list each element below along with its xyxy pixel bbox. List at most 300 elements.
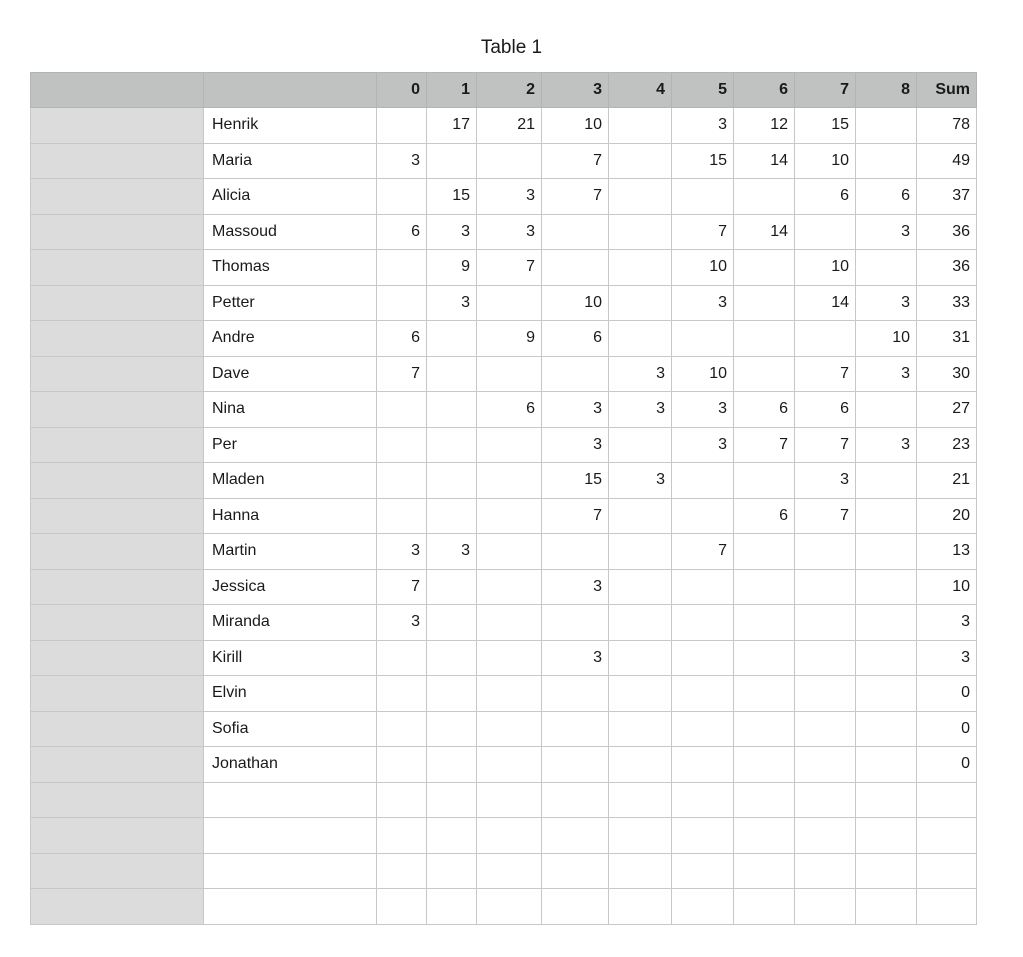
value-cell[interactable] [427,569,477,605]
value-cell[interactable] [672,498,734,534]
value-cell[interactable]: 12 [734,108,795,144]
value-cell[interactable] [856,498,917,534]
row-header-cell[interactable] [31,534,204,570]
name-cell[interactable]: Elvin [204,676,377,712]
value-cell[interactable]: 7 [477,250,542,286]
value-cell[interactable] [672,711,734,747]
column-header[interactable]: 3 [542,73,609,108]
value-cell[interactable] [477,640,542,676]
value-cell[interactable]: 3 [795,463,856,499]
value-cell[interactable] [795,747,856,783]
name-cell[interactable] [204,818,377,854]
sum-cell[interactable]: 49 [917,143,977,179]
value-cell[interactable] [609,889,672,925]
value-cell[interactable]: 10 [856,321,917,357]
value-cell[interactable] [542,214,609,250]
table-row[interactable] [31,569,977,605]
value-cell[interactable] [477,782,542,818]
table-row[interactable] [31,250,977,286]
value-cell[interactable] [734,889,795,925]
row-header-cell[interactable] [31,711,204,747]
row-header-cell[interactable] [31,321,204,357]
value-cell[interactable]: 3 [377,143,427,179]
row-header-cell[interactable] [31,427,204,463]
value-cell[interactable] [734,711,795,747]
column-header[interactable]: 5 [672,73,734,108]
table-row[interactable] [31,640,977,676]
value-cell[interactable] [734,853,795,889]
row-header-cell[interactable] [31,463,204,499]
value-cell[interactable] [609,179,672,215]
value-cell[interactable] [856,463,917,499]
value-cell[interactable] [795,818,856,854]
value-cell[interactable]: 3 [542,569,609,605]
value-cell[interactable] [427,853,477,889]
value-cell[interactable]: 14 [734,214,795,250]
value-cell[interactable] [427,143,477,179]
value-cell[interactable] [609,640,672,676]
value-cell[interactable] [542,818,609,854]
value-cell[interactable] [609,498,672,534]
row-header-cell[interactable] [31,108,204,144]
value-cell[interactable] [377,818,427,854]
value-cell[interactable]: 3 [542,427,609,463]
value-cell[interactable] [427,818,477,854]
value-cell[interactable] [377,285,427,321]
value-cell[interactable] [672,676,734,712]
value-cell[interactable] [542,605,609,641]
column-header[interactable]: 2 [477,73,542,108]
value-cell[interactable] [856,392,917,428]
name-cell[interactable]: Mladen [204,463,377,499]
value-cell[interactable] [377,463,427,499]
value-cell[interactable] [377,889,427,925]
sum-cell[interactable] [917,889,977,925]
value-cell[interactable] [427,676,477,712]
value-cell[interactable] [377,427,427,463]
column-header[interactable]: 6 [734,73,795,108]
table-row[interactable] [31,463,977,499]
value-cell[interactable] [377,640,427,676]
name-cell[interactable]: Martin [204,534,377,570]
value-cell[interactable] [427,427,477,463]
sum-cell[interactable]: 0 [917,711,977,747]
column-header[interactable]: 8 [856,73,917,108]
value-cell[interactable]: 3 [477,214,542,250]
value-cell[interactable]: 17 [427,108,477,144]
value-cell[interactable]: 7 [795,356,856,392]
value-cell[interactable] [542,889,609,925]
value-cell[interactable] [427,463,477,499]
value-cell[interactable]: 3 [672,427,734,463]
sum-cell[interactable]: 33 [917,285,977,321]
value-cell[interactable]: 6 [795,392,856,428]
table-row[interactable] [31,214,977,250]
value-cell[interactable] [856,818,917,854]
table-row[interactable] [31,605,977,641]
value-cell[interactable]: 7 [734,427,795,463]
value-cell[interactable] [856,108,917,144]
name-cell[interactable] [204,853,377,889]
value-cell[interactable]: 3 [542,392,609,428]
row-header-cell[interactable] [31,605,204,641]
sum-cell[interactable]: 36 [917,214,977,250]
value-cell[interactable] [795,640,856,676]
value-cell[interactable]: 10 [795,250,856,286]
value-cell[interactable] [609,569,672,605]
value-cell[interactable]: 6 [734,392,795,428]
row-header-cell[interactable] [31,747,204,783]
name-cell[interactable]: Maria [204,143,377,179]
row-header-cell[interactable] [31,640,204,676]
value-cell[interactable]: 3 [609,463,672,499]
value-cell[interactable] [856,534,917,570]
value-cell[interactable]: 6 [377,321,427,357]
value-cell[interactable] [477,853,542,889]
value-cell[interactable] [734,463,795,499]
value-cell[interactable]: 3 [609,392,672,428]
value-cell[interactable] [734,250,795,286]
value-cell[interactable] [477,356,542,392]
value-cell[interactable]: 3 [477,179,542,215]
value-cell[interactable] [795,569,856,605]
value-cell[interactable] [542,356,609,392]
value-cell[interactable]: 6 [856,179,917,215]
value-cell[interactable] [856,250,917,286]
value-cell[interactable]: 3 [672,392,734,428]
value-cell[interactable] [609,427,672,463]
value-cell[interactable] [427,640,477,676]
sum-cell[interactable]: 23 [917,427,977,463]
value-cell[interactable] [672,889,734,925]
value-cell[interactable] [856,640,917,676]
table-row[interactable] [31,427,977,463]
row-header-cell[interactable] [31,143,204,179]
value-cell[interactable]: 6 [477,392,542,428]
value-cell[interactable] [377,782,427,818]
value-cell[interactable] [542,250,609,286]
value-cell[interactable]: 9 [477,321,542,357]
value-cell[interactable] [427,747,477,783]
value-cell[interactable] [734,285,795,321]
table-row[interactable] [31,889,977,925]
value-cell[interactable] [477,569,542,605]
value-cell[interactable]: 7 [672,214,734,250]
value-cell[interactable] [795,853,856,889]
table-row[interactable] [31,853,977,889]
sum-cell[interactable]: 20 [917,498,977,534]
column-header[interactable]: 7 [795,73,856,108]
value-cell[interactable] [377,392,427,428]
table-row[interactable] [31,534,977,570]
column-header[interactable]: 0 [377,73,427,108]
value-cell[interactable] [734,534,795,570]
value-cell[interactable] [609,143,672,179]
row-header-cell[interactable] [31,250,204,286]
value-cell[interactable] [477,747,542,783]
row-header-cell[interactable] [31,569,204,605]
column-header[interactable]: 1 [427,73,477,108]
sum-cell[interactable] [917,782,977,818]
value-cell[interactable] [542,676,609,712]
value-cell[interactable]: 15 [542,463,609,499]
column-header-sum[interactable]: Sum [917,73,977,108]
row-header-cell[interactable] [31,889,204,925]
value-cell[interactable]: 9 [427,250,477,286]
value-cell[interactable] [609,818,672,854]
value-cell[interactable] [672,463,734,499]
value-cell[interactable] [427,392,477,428]
value-cell[interactable] [856,605,917,641]
value-cell[interactable] [377,179,427,215]
value-cell[interactable] [377,250,427,286]
value-cell[interactable] [542,534,609,570]
value-cell[interactable] [609,214,672,250]
value-cell[interactable] [795,676,856,712]
sum-cell[interactable]: 27 [917,392,977,428]
value-cell[interactable]: 15 [672,143,734,179]
sum-cell[interactable]: 21 [917,463,977,499]
value-cell[interactable]: 3 [427,214,477,250]
value-cell[interactable] [672,179,734,215]
value-cell[interactable]: 7 [795,498,856,534]
value-cell[interactable]: 21 [477,108,542,144]
value-cell[interactable] [609,534,672,570]
value-cell[interactable]: 3 [427,534,477,570]
value-cell[interactable] [856,889,917,925]
sum-cell[interactable]: 0 [917,676,977,712]
value-cell[interactable] [609,853,672,889]
value-cell[interactable] [477,605,542,641]
column-header[interactable]: 4 [609,73,672,108]
value-cell[interactable]: 14 [734,143,795,179]
row-header-cell[interactable] [31,498,204,534]
value-cell[interactable] [856,747,917,783]
sum-cell[interactable]: 3 [917,640,977,676]
value-cell[interactable]: 3 [856,356,917,392]
name-cell[interactable]: Henrik [204,108,377,144]
name-cell[interactable]: Massoud [204,214,377,250]
row-header-cell[interactable] [31,392,204,428]
name-cell[interactable]: Per [204,427,377,463]
value-cell[interactable]: 3 [856,427,917,463]
value-cell[interactable]: 3 [377,605,427,641]
name-cell[interactable]: Kirill [204,640,377,676]
value-cell[interactable]: 3 [672,108,734,144]
value-cell[interactable] [795,782,856,818]
value-cell[interactable] [734,782,795,818]
sum-cell[interactable]: 0 [917,747,977,783]
value-cell[interactable] [377,853,427,889]
name-cell[interactable]: Miranda [204,605,377,641]
value-cell[interactable] [734,179,795,215]
value-cell[interactable] [377,711,427,747]
table-row[interactable] [31,179,977,215]
value-cell[interactable] [427,782,477,818]
value-cell[interactable] [377,498,427,534]
sum-cell[interactable]: 36 [917,250,977,286]
row-header-cell[interactable] [31,356,204,392]
sum-cell[interactable]: 37 [917,179,977,215]
value-cell[interactable]: 7 [542,143,609,179]
name-cell[interactable]: Sofia [204,711,377,747]
sum-cell[interactable]: 10 [917,569,977,605]
table-row[interactable] [31,285,977,321]
table-row[interactable] [31,321,977,357]
value-cell[interactable] [542,747,609,783]
value-cell[interactable] [734,569,795,605]
value-cell[interactable] [477,498,542,534]
table-row[interactable] [31,392,977,428]
value-cell[interactable]: 10 [795,143,856,179]
value-cell[interactable] [427,321,477,357]
value-cell[interactable]: 3 [609,356,672,392]
table-row[interactable] [31,108,977,144]
value-cell[interactable] [427,356,477,392]
sum-cell[interactable]: 31 [917,321,977,357]
table-row[interactable] [31,676,977,712]
value-cell[interactable]: 6 [795,179,856,215]
value-cell[interactable] [427,711,477,747]
value-cell[interactable] [734,747,795,783]
value-cell[interactable] [734,640,795,676]
name-cell[interactable]: Jessica [204,569,377,605]
value-cell[interactable] [856,853,917,889]
value-cell[interactable] [734,818,795,854]
row-header-cell[interactable] [31,285,204,321]
value-cell[interactable]: 3 [427,285,477,321]
row-header-cell[interactable] [31,214,204,250]
value-cell[interactable]: 7 [795,427,856,463]
value-cell[interactable] [672,818,734,854]
value-cell[interactable]: 15 [795,108,856,144]
value-cell[interactable] [542,782,609,818]
value-cell[interactable] [609,747,672,783]
value-cell[interactable] [427,889,477,925]
name-cell[interactable]: Hanna [204,498,377,534]
value-cell[interactable]: 3 [856,285,917,321]
value-cell[interactable] [609,285,672,321]
value-cell[interactable] [542,711,609,747]
value-cell[interactable] [477,427,542,463]
table-row[interactable] [31,356,977,392]
value-cell[interactable]: 3 [856,214,917,250]
value-cell[interactable] [795,321,856,357]
value-cell[interactable] [795,711,856,747]
value-cell[interactable] [427,498,477,534]
value-cell[interactable] [734,605,795,641]
value-cell[interactable] [856,711,917,747]
value-cell[interactable] [477,534,542,570]
sum-cell[interactable]: 3 [917,605,977,641]
row-header-cell[interactable] [31,676,204,712]
sum-cell[interactable] [917,853,977,889]
value-cell[interactable] [734,321,795,357]
value-cell[interactable] [672,605,734,641]
sum-cell[interactable]: 13 [917,534,977,570]
sum-cell[interactable]: 78 [917,108,977,144]
value-cell[interactable] [734,676,795,712]
value-cell[interactable]: 6 [542,321,609,357]
value-cell[interactable] [672,640,734,676]
value-cell[interactable] [477,676,542,712]
value-cell[interactable]: 10 [672,250,734,286]
value-cell[interactable] [542,853,609,889]
value-cell[interactable] [734,356,795,392]
name-cell[interactable]: Thomas [204,250,377,286]
table-row[interactable] [31,143,977,179]
table-row[interactable] [31,498,977,534]
value-cell[interactable] [477,143,542,179]
value-cell[interactable]: 10 [672,356,734,392]
table-row[interactable] [31,782,977,818]
value-cell[interactable] [856,143,917,179]
row-header-cell[interactable] [31,818,204,854]
value-cell[interactable] [672,569,734,605]
header-corner-cell[interactable] [31,73,204,108]
name-cell[interactable]: Petter [204,285,377,321]
row-header-cell[interactable] [31,179,204,215]
value-cell[interactable] [609,250,672,286]
value-cell[interactable] [609,676,672,712]
value-cell[interactable] [477,889,542,925]
value-cell[interactable]: 7 [672,534,734,570]
value-cell[interactable] [377,676,427,712]
name-cell[interactable]: Nina [204,392,377,428]
value-cell[interactable] [377,747,427,783]
row-header-cell[interactable] [31,853,204,889]
value-cell[interactable] [795,534,856,570]
table-row[interactable] [31,711,977,747]
name-cell[interactable] [204,889,377,925]
value-cell[interactable] [609,605,672,641]
value-cell[interactable]: 6 [377,214,427,250]
value-cell[interactable]: 6 [734,498,795,534]
value-cell[interactable] [856,782,917,818]
value-cell[interactable] [672,782,734,818]
value-cell[interactable]: 3 [672,285,734,321]
row-header-cell[interactable] [31,782,204,818]
value-cell[interactable] [427,605,477,641]
value-cell[interactable]: 7 [377,569,427,605]
value-cell[interactable]: 14 [795,285,856,321]
value-cell[interactable] [609,321,672,357]
value-cell[interactable] [609,711,672,747]
value-cell[interactable] [672,747,734,783]
value-cell[interactable] [856,569,917,605]
value-cell[interactable] [609,782,672,818]
value-cell[interactable]: 10 [542,285,609,321]
value-cell[interactable]: 7 [542,179,609,215]
name-cell[interactable] [204,782,377,818]
value-cell[interactable]: 7 [542,498,609,534]
value-cell[interactable] [609,108,672,144]
value-cell[interactable] [672,853,734,889]
name-cell[interactable]: Alicia [204,179,377,215]
value-cell[interactable]: 3 [542,640,609,676]
table-row[interactable] [31,747,977,783]
value-cell[interactable] [477,285,542,321]
value-cell[interactable] [477,463,542,499]
sum-cell[interactable] [917,818,977,854]
value-cell[interactable] [672,321,734,357]
value-cell[interactable] [795,605,856,641]
header-name-cell[interactable] [204,73,377,108]
value-cell[interactable] [795,214,856,250]
value-cell[interactable] [856,676,917,712]
name-cell[interactable]: Andre [204,321,377,357]
value-cell[interactable]: 7 [377,356,427,392]
